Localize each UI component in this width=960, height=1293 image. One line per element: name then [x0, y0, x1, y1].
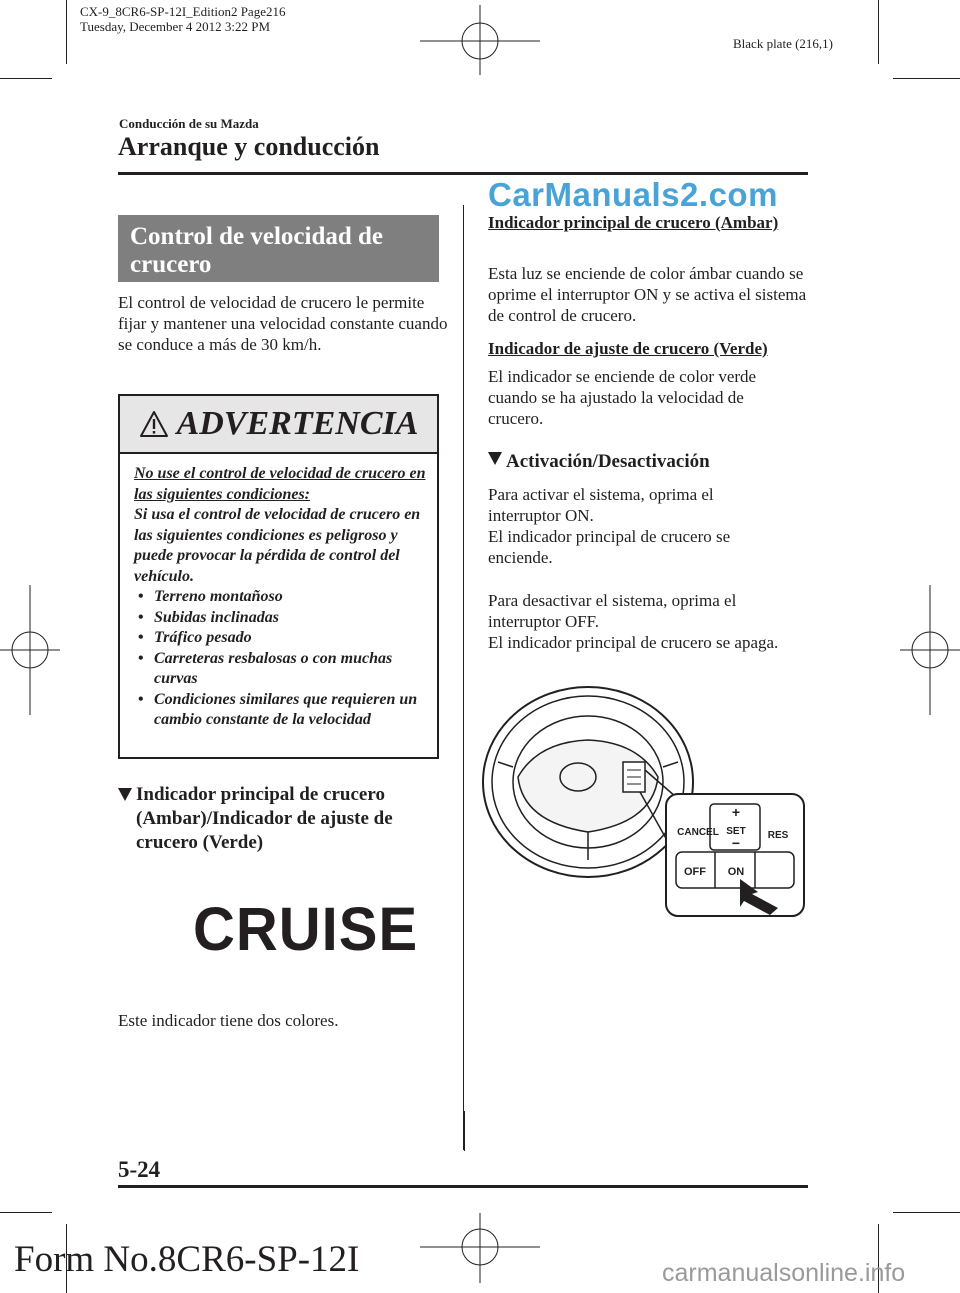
warning-lead: No use el control de velocidad de crucero en las siguientes condiciones: — [134, 465, 426, 503]
print-meta-file: CX-9_8CR6-SP-12I_Edition2 Page216 — [80, 4, 286, 19]
indicator-subhead-text: Indicador principal de crucero (Ambar)/Indicador de ajuste de crucero (Verde) — [136, 784, 393, 853]
plus-label: + — [731, 804, 741, 820]
on-label: ON — [727, 866, 745, 878]
section-marker-icon — [488, 452, 502, 465]
header-rule — [118, 172, 808, 175]
warning-item: • Condiciones similares que requieren un cambio constante de la velocidad — [134, 690, 427, 731]
warning-text: Si usa el control de velocidad de crucero en las siguientes condiciones es peligroso y puede provocar la pérdida de control del vehículo. — [134, 506, 421, 585]
amber-indicator-text: Esta luz se enciende de color ámbar cuando se oprime el interruptor ON y se activa el sistema de control de crucero. — [488, 264, 807, 325]
section-label: Conducción de su Mazda — [119, 116, 259, 131]
res-label: RES — [767, 830, 789, 841]
cancel-label: CANCEL — [677, 827, 719, 838]
warning-header — [120, 396, 437, 454]
registration-mark-top — [420, 5, 540, 75]
registration-mark-bottom — [420, 1213, 540, 1283]
page-number: 5-24 — [118, 1157, 161, 1182]
off-label: OFF — [684, 866, 706, 878]
deactivate-result: El indicador principal de crucero se apaga. — [488, 633, 779, 652]
intro-paragraph: El control de velocidad de crucero le permite fijar y mantener una velocidad constante cuando se conduce a más de 30 km/h. — [118, 293, 448, 354]
warning-list — [134, 587, 427, 731]
green-indicator-text: El indicador se enciende de color verde cuando se ha ajustado la velocidad de crucero. — [488, 367, 757, 428]
set-label: SET — [726, 826, 746, 837]
warning-item: • Terreno montañoso — [134, 587, 427, 608]
form-number: Form No.8CR6-SP-12I — [14, 1239, 360, 1280]
activate-text: Para activar el sistema, oprima el interruptor ON. — [488, 485, 714, 525]
activation-instructions — [488, 484, 788, 568]
section-marker-icon — [118, 788, 132, 801]
warning-item: • Tráfico pesado — [134, 628, 427, 649]
warning-item: • Subidas inclinadas — [134, 608, 427, 629]
source-site: carmanualsonline.info — [662, 1259, 906, 1287]
activation-subhead — [488, 450, 710, 474]
warning-title: ADVERTENCIA — [176, 405, 419, 442]
column-divider — [463, 205, 464, 1150]
activation-subhead-text: Activación/Desactivación — [506, 451, 710, 472]
registration-mark-left — [0, 585, 60, 715]
minus-label: − — [731, 835, 741, 851]
section-heading: Control de velocidad de crucero — [118, 215, 439, 282]
plate-label: Black plate (216,1) — [733, 36, 833, 51]
deactivation-instructions — [488, 590, 788, 653]
activate-result: El indicador principal de crucero se enciende. — [488, 527, 731, 567]
registration-mark-right — [900, 585, 960, 715]
deactivate-text: Para desactivar el sistema, oprima el interruptor OFF. — [488, 591, 737, 631]
colors-note: Este indicador tiene dos colores. — [118, 1011, 339, 1030]
footer-rule — [118, 1185, 808, 1188]
warning-item: • Carreteras resbalosas o con muchas curvas — [134, 649, 427, 690]
cruise-indicator-symbol: CRUISE — [193, 895, 419, 964]
chapter-title: Arranque y conducción — [118, 132, 380, 161]
warning-triangle-icon — [139, 410, 169, 438]
print-meta-date: Tuesday, December 4 2012 3:22 PM — [80, 19, 271, 34]
indicator-subhead — [118, 783, 433, 855]
warning-body — [120, 454, 437, 731]
green-indicator-heading: Indicador de ajuste de crucero (Verde) — [488, 339, 768, 358]
watermark-logo: CarManuals2.com — [488, 176, 778, 213]
amber-indicator-heading: Indicador principal de crucero (Ambar) — [488, 213, 779, 232]
print-meta — [80, 4, 285, 34]
warning-box — [118, 394, 439, 759]
steering-wheel-illustration — [478, 682, 808, 922]
